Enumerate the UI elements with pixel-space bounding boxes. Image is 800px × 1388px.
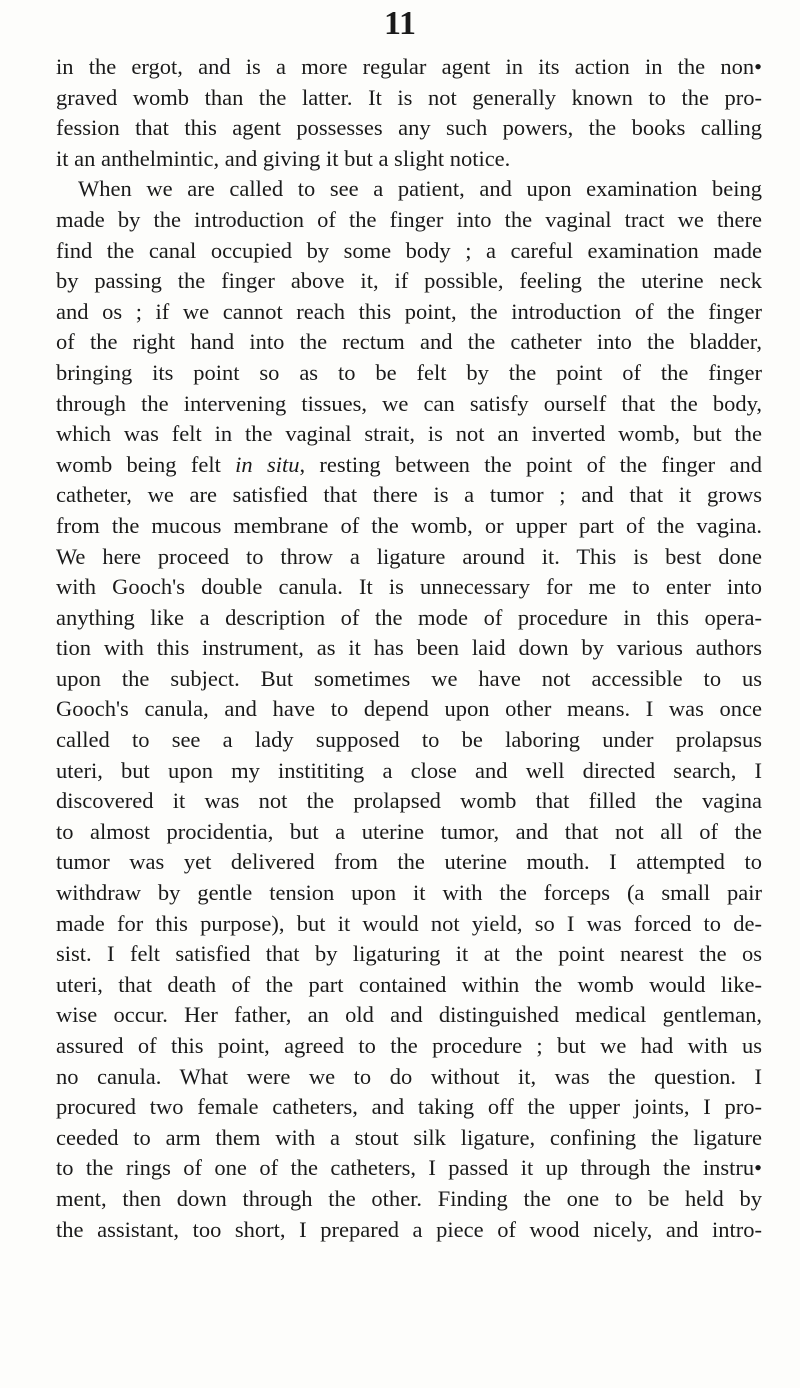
- text-line: from the mucous membrane of the womb, or upper part of the vagina.: [56, 512, 762, 538]
- text-line: upon the subject. But sometimes we have not accessible to us: [56, 665, 762, 691]
- text-line: wise occur. Her father, an old and distinguished medical gentleman,: [56, 1002, 762, 1028]
- text-segment: , resting between the point of the finger and: [299, 451, 762, 477]
- text-line: fession that this agent possesses any such powers, the books calling: [56, 115, 762, 141]
- text-line: the assistant, too short, I prepared a piece of wood nicely, and intro-: [56, 1216, 762, 1242]
- text-line-mixed: [56, 450, 762, 481]
- page-number: 11: [383, 5, 417, 42]
- text-line: procured two female catheters, and taking off the upper joints, I pro-: [56, 1094, 762, 1120]
- text-line: made by the introduction of the finger into the vaginal tract we there: [56, 206, 762, 232]
- text-line: and os ; if we cannot reach this point, the introduction of the finger: [56, 298, 762, 324]
- text-line: tumor was yet delivered from the uterine mouth. I attempted to: [56, 849, 762, 875]
- text-line: with Gooch's double canula. It is unnecessary for me to enter into: [56, 574, 762, 600]
- paragraph-start-line: When we are called to see a patient, and upon examination being: [78, 176, 762, 202]
- text-line: uteri, but upon my instititing a close and well directed search, I: [56, 757, 762, 783]
- text-line: ment, then down through the other. Finding the one to be held by: [56, 1185, 762, 1211]
- italic-phrase: in situ: [235, 451, 300, 477]
- text-line: of the right hand into the rectum and the catheter into the bladder,: [56, 329, 762, 355]
- text-line: We here proceed to throw a ligature around it. This is best done: [56, 543, 762, 569]
- text-line: to almost procidentia, but a uterine tumor, and that not all of the: [56, 818, 762, 844]
- text-line: assured of this point, agreed to the procedure ; but we had with us: [56, 1033, 762, 1058]
- text-line: discovered it was not the prolapsed womb that filled the vagina: [56, 788, 762, 814]
- paragraph-end-line: it an anthelmintic, and giving it but a slight notice.: [56, 145, 511, 171]
- text-line: sist. I felt satisfied that by ligaturing it at the point nearest the os: [56, 941, 762, 967]
- text-line: called to see a lady supposed to be laboring under prolapsus: [56, 727, 762, 753]
- text-line: to the rings of one of the catheters, I passed it up through the instru•: [56, 1155, 762, 1181]
- text-line: tion with this instrument, as it has been laid down by various authors: [56, 635, 762, 661]
- text-line: uteri, that death of the part contained within the womb would like-: [56, 971, 762, 997]
- text-line: Gooch's canula, and have to depend upon other means. I was once: [56, 696, 762, 722]
- text-line: by passing the finger above it, if possible, feeling the uterine neck: [56, 268, 762, 294]
- text-line: no canula. What were we to do without it, was the question. I: [56, 1063, 762, 1089]
- text-line: catheter, we are satisfied that there is a tumor ; and that it grows: [56, 482, 762, 508]
- text-line: through the intervening tissues, we can satisfy ourself that the body,: [56, 390, 762, 416]
- text-line: ceeded to arm them with a stout silk ligature, confining the ligature: [56, 1124, 762, 1150]
- text-line: withdraw by gentle tension upon it with the forceps (a small pair: [56, 880, 762, 906]
- text-segment: womb being felt: [56, 451, 236, 477]
- text-line: bringing its point so as to be felt by the point of the finger: [56, 359, 762, 385]
- text-line: in the ergot, and is a more regular agent in its action in the non•: [56, 54, 762, 79]
- body-text: [56, 52, 762, 1245]
- text-line: which was felt in the vaginal strait, is not an inverted womb, but the: [56, 421, 762, 447]
- text-line: graved womb than the latter. It is not generally known to the pro-: [56, 84, 762, 110]
- text-line: find the canal occupied by some body ; a careful examination made: [56, 237, 762, 263]
- text-line: anything like a description of the mode of procedure in this opera-: [56, 604, 762, 630]
- text-line: made for this purpose), but it would not yield, so I was forced to de-: [56, 910, 762, 936]
